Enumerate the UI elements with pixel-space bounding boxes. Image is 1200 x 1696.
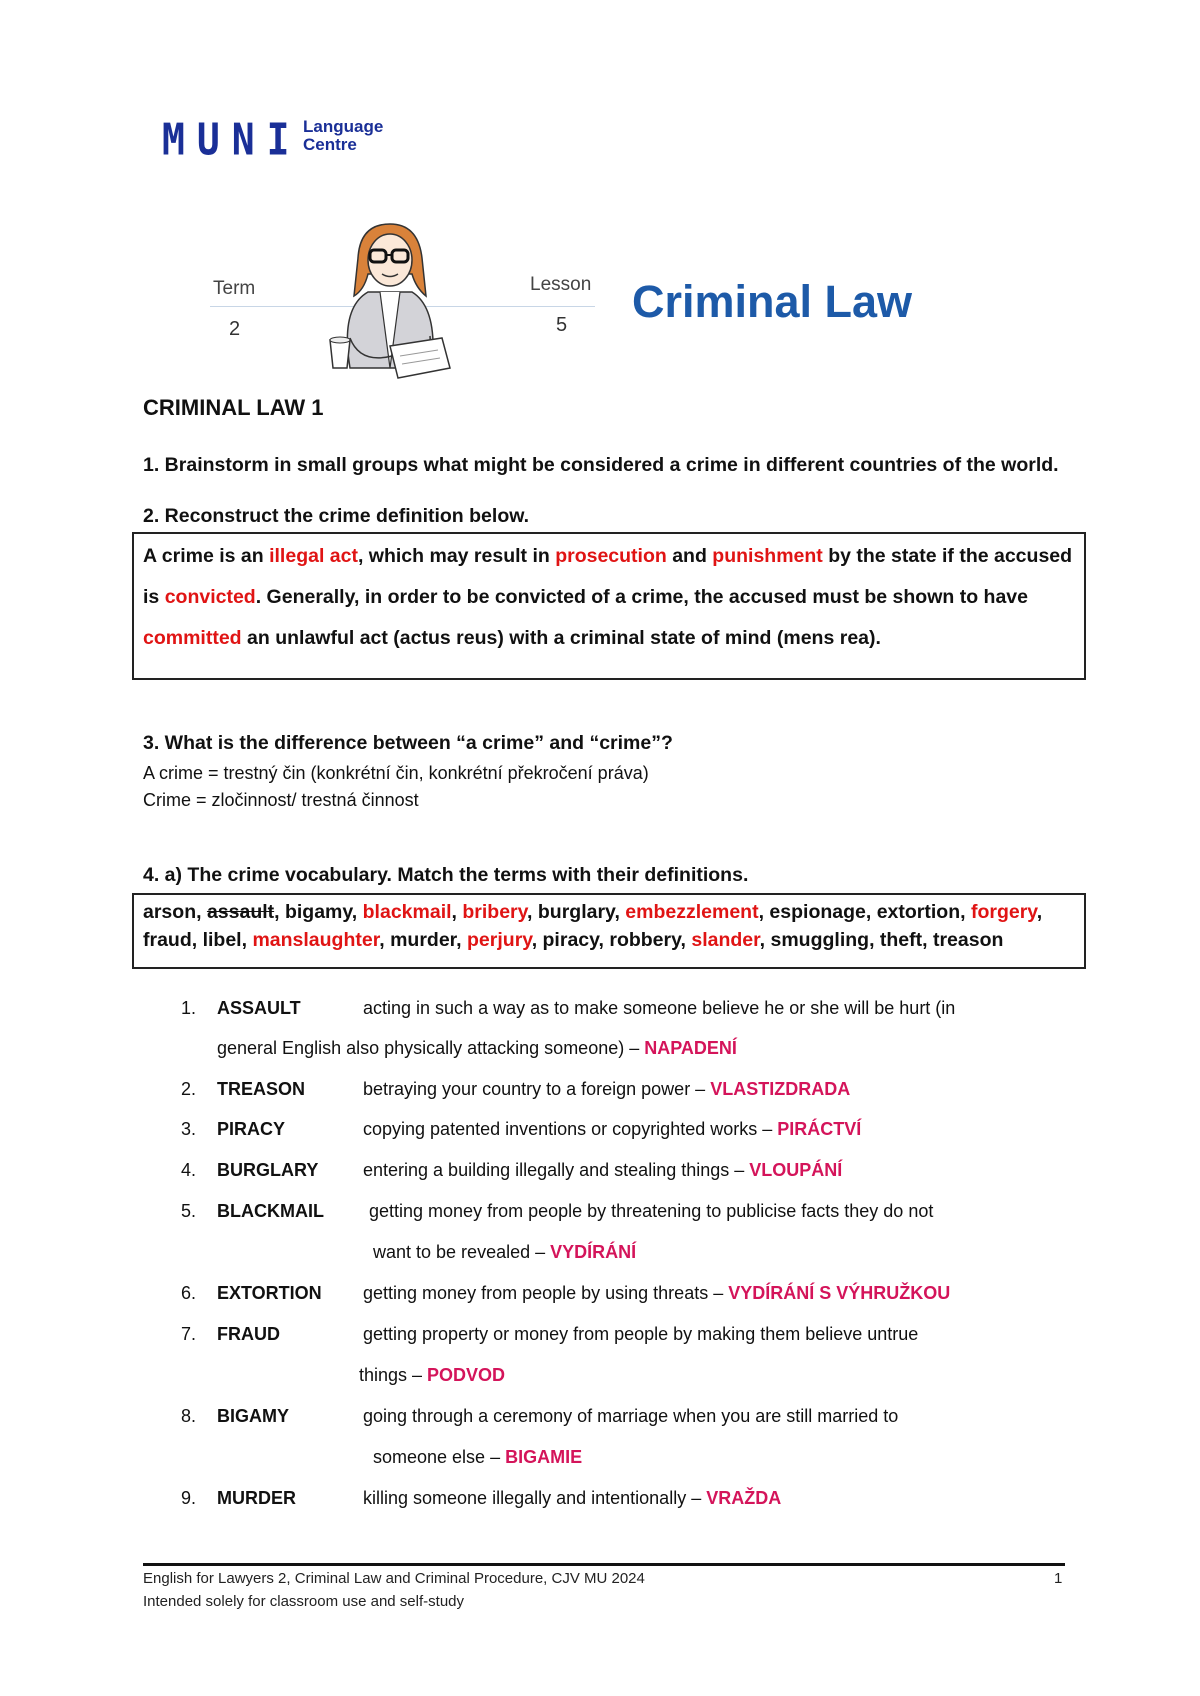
vocab-text: , murder, [379, 929, 468, 951]
item-definition-text: getting money from people by using threats – [363, 1283, 729, 1303]
item-term: PIRACY [217, 1119, 286, 1139]
def-key-committed: committed [143, 627, 242, 649]
item-definition [363, 1488, 781, 1509]
logo-lang-line2: Centre [303, 135, 357, 154]
page-number: 1 [1054, 1570, 1063, 1587]
item-translation: VRAŽDA [706, 1488, 782, 1508]
def-text-1: A crime is an [143, 545, 270, 567]
item-definition-cont [359, 1365, 505, 1386]
item-definition [363, 1283, 950, 1304]
item-term: BIGAMY [217, 1406, 289, 1426]
vocab-text: , burglary, [527, 901, 626, 923]
logo-lang-line1: Language [303, 117, 384, 136]
item-definition: getting property or money from people by making them believe untrue [363, 1324, 919, 1344]
section-heading: CRIMINAL LAW 1 [143, 395, 324, 420]
vocab-text: , espionage, extortion, [758, 901, 971, 923]
def-text-4: by the state if the accused is [143, 545, 1073, 608]
item-definition-text: betraying your country to a foreign power – [363, 1079, 711, 1099]
item-term: FRAUD [217, 1324, 280, 1344]
def-key-prosecution: prosecution [555, 545, 667, 567]
item-definition: going through a ceremony of marriage when you are still married to [363, 1406, 899, 1426]
def-text-3: and [666, 545, 713, 567]
lesson-label: Lesson [530, 274, 592, 295]
item-translation: BIGAMIE [505, 1447, 583, 1467]
item-definition-cont [373, 1447, 582, 1468]
item-definition: getting money from people by threatening to publicise facts they do not [369, 1201, 934, 1221]
item-number: 3. [180, 1119, 196, 1139]
item-definition-text: want to be revealed – [373, 1242, 551, 1262]
item-definition-text: things – [359, 1365, 428, 1385]
vocab-embezzlement: embezzlement [625, 901, 759, 923]
vocab-text: , bigamy, [274, 901, 363, 923]
def-key-convicted: convicted [164, 586, 256, 608]
def-text-6: an unlawful act (actus reus) with a criminal state of mind (mens rea). [241, 627, 881, 649]
vocab-text: , piracy, robbery, [531, 929, 692, 951]
item-translation: PODVOD [427, 1365, 506, 1385]
item-number: 4. [180, 1160, 196, 1180]
footer-line-1: English for Lawyers 2, Criminal Law and Criminal Procedure, CJV MU 2024 [143, 1570, 645, 1587]
vocab-blackmail: blackmail [362, 901, 452, 923]
item-number: 9. [180, 1488, 196, 1508]
item-number: 5. [180, 1201, 196, 1221]
item-term: ASSAULT [217, 998, 301, 1018]
teacher-illustration [320, 218, 470, 386]
logo-language-centre [303, 118, 383, 154]
def-text-2: , which may result in [357, 545, 556, 567]
item-translation: VYDÍRÁNÍ [550, 1242, 637, 1262]
vocab-manslaughter: manslaughter [252, 929, 380, 951]
question-3: 3. What is the difference between “a crime” and “crime”? [143, 732, 673, 754]
item-translation: VLASTIZDRADA [710, 1079, 851, 1099]
page-title: Criminal Law [632, 276, 913, 327]
item-definition: acting in such a way as to make someone believe he or she will be hurt (in [363, 998, 956, 1018]
vocab-text: , smuggling, theft, treason [759, 929, 1004, 951]
vocab-text: arson, [143, 901, 207, 923]
item-translation: VLOUPÁNÍ [749, 1160, 843, 1180]
vocab-list [143, 898, 1073, 954]
item-translation: PIRÁCTVÍ [777, 1119, 862, 1139]
term-value: 2 [229, 318, 241, 340]
def-key-punishment: punishment [712, 545, 823, 567]
item-definition-cont [217, 1038, 737, 1059]
item-number: 1. [180, 998, 196, 1018]
vocab-bribery: bribery [462, 901, 528, 923]
vocab-text: , [451, 901, 463, 923]
item-definition [363, 1160, 842, 1181]
item-number: 2. [180, 1079, 196, 1099]
item-number: 7. [180, 1324, 196, 1344]
item-translation: NAPADENÍ [644, 1038, 737, 1058]
item-definition [363, 1079, 850, 1100]
item-term: MURDER [217, 1488, 296, 1508]
item-definition [363, 1119, 861, 1140]
item-term: BLACKMAIL [217, 1201, 324, 1221]
q3-answer-line-1: A crime = trestný čin (konkrétní čin, konkrétní překročení práva) [143, 763, 649, 783]
item-translation: VYDÍRÁNÍ S VÝHRUŽKOU [728, 1283, 951, 1303]
vocab-slander: slander [691, 929, 760, 951]
lesson-value: 5 [556, 314, 568, 336]
def-key-illegal-act: illegal act [269, 545, 358, 567]
item-definition-text: copying patented inventions or copyrighted works – [363, 1119, 778, 1139]
item-term: EXTORTION [217, 1283, 322, 1303]
vocab-assault-struck: assault [206, 901, 275, 923]
term-label: Term [213, 278, 256, 299]
question-4a: 4. a) The crime vocabulary. Match the terms with their definitions. [143, 864, 749, 886]
crime-definition [143, 536, 1083, 659]
def-text-5: . Generally, in order to be convicted of a crime, the accused must be shown to have [255, 586, 1028, 608]
item-number: 6. [180, 1283, 196, 1303]
item-term: TREASON [217, 1079, 306, 1099]
vocab-text: , fraud, libel, [143, 901, 1043, 951]
item-definition-text: someone else – [373, 1447, 506, 1467]
footer-rule [143, 1563, 1065, 1566]
question-2: 2. Reconstruct the crime definition below. [143, 505, 530, 527]
vocab-forgery: forgery [970, 901, 1037, 923]
item-term: BURGLARY [217, 1160, 319, 1180]
vocab-perjury: perjury [467, 929, 532, 951]
question-1: 1. Brainstorm in small groups what might be considered a crime in different countries of the world. [143, 454, 1059, 476]
logo-muni: MUNI [162, 114, 302, 165]
footer-line-2: Intended solely for classroom use and self-study [143, 1593, 464, 1610]
item-definition-text: general English also physically attacking someone) – [217, 1038, 645, 1058]
item-number: 8. [180, 1406, 196, 1426]
item-definition-text: killing someone illegally and intentionally – [363, 1488, 707, 1508]
q3-answer-line-2: Crime = zločinnost/ trestná činnost [143, 790, 419, 810]
item-definition-cont [373, 1242, 636, 1263]
item-definition-text: entering a building illegally and stealing things – [363, 1160, 750, 1180]
